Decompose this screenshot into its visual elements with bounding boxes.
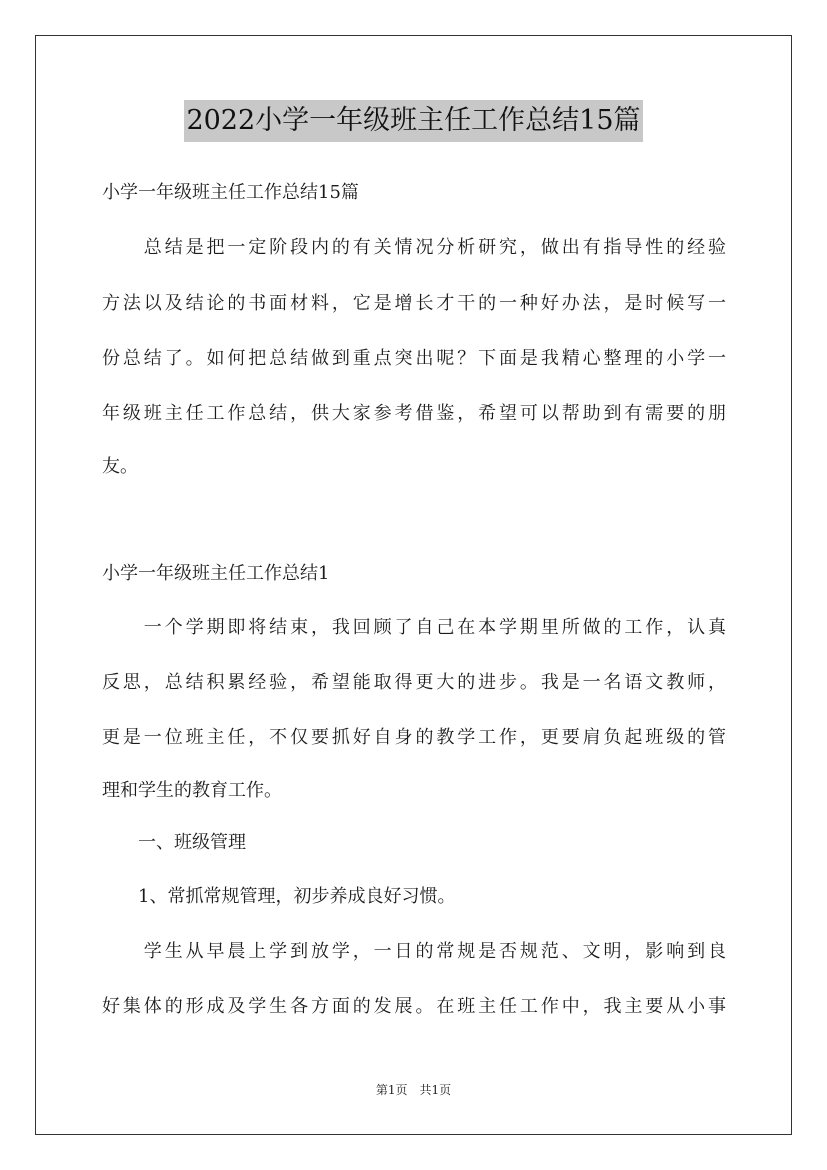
title-container (0, 100, 827, 142)
paragraph-line: 总结是把一定阶段内的有关情况分析研究，做出有指导性的经验 (102, 237, 726, 258)
paragraph-line: 方法以及结论的书面材料，它是增长才干的一种好办法，是时候写一 (102, 293, 726, 314)
subsection-heading: 1、常抓常规管理，初步养成良好习惯。 (102, 886, 456, 907)
paragraph-line: 反思，总结积累经验，希望能取得更大的进步。我是一名语文教师， (102, 672, 726, 693)
paragraph-line: 份总结了。如何把总结做到重点突出呢？下面是我精心整理的小学一 (102, 348, 726, 369)
page-number-footer: 第1页 共1页 (375, 1083, 452, 1097)
subsection-heading: 一、班级管理 (102, 832, 246, 853)
paragraph-line: 学生从早晨上学到放学，一日的常规是否规范、文明，影响到良 (102, 941, 726, 962)
paragraph-line: 年级班主任工作总结，供大家参考借鉴，希望可以帮助到有需要的朋 (102, 403, 726, 424)
subtitle-line: 小学一年级班主任工作总结15篇 (102, 182, 359, 203)
paragraph-line: 友。 (102, 456, 138, 477)
paragraph-line: 理和学生的教育工作。 (102, 780, 282, 801)
document-title: 2022小学一年级班主任工作总结15篇 (184, 100, 642, 142)
section-heading: 小学一年级班主任工作总结1 (102, 563, 330, 584)
paragraph-line: 一个学期即将结束，我回顾了自己在本学期里所做的工作，认真 (102, 617, 726, 638)
paragraph-line: 好集体的形成及学生各方面的发展。在班主任工作中，我主要从小事 (102, 996, 726, 1017)
paragraph-line: 更是一位班主任，不仅要抓好自身的教学工作，更要肩负起班级的管 (102, 727, 726, 748)
